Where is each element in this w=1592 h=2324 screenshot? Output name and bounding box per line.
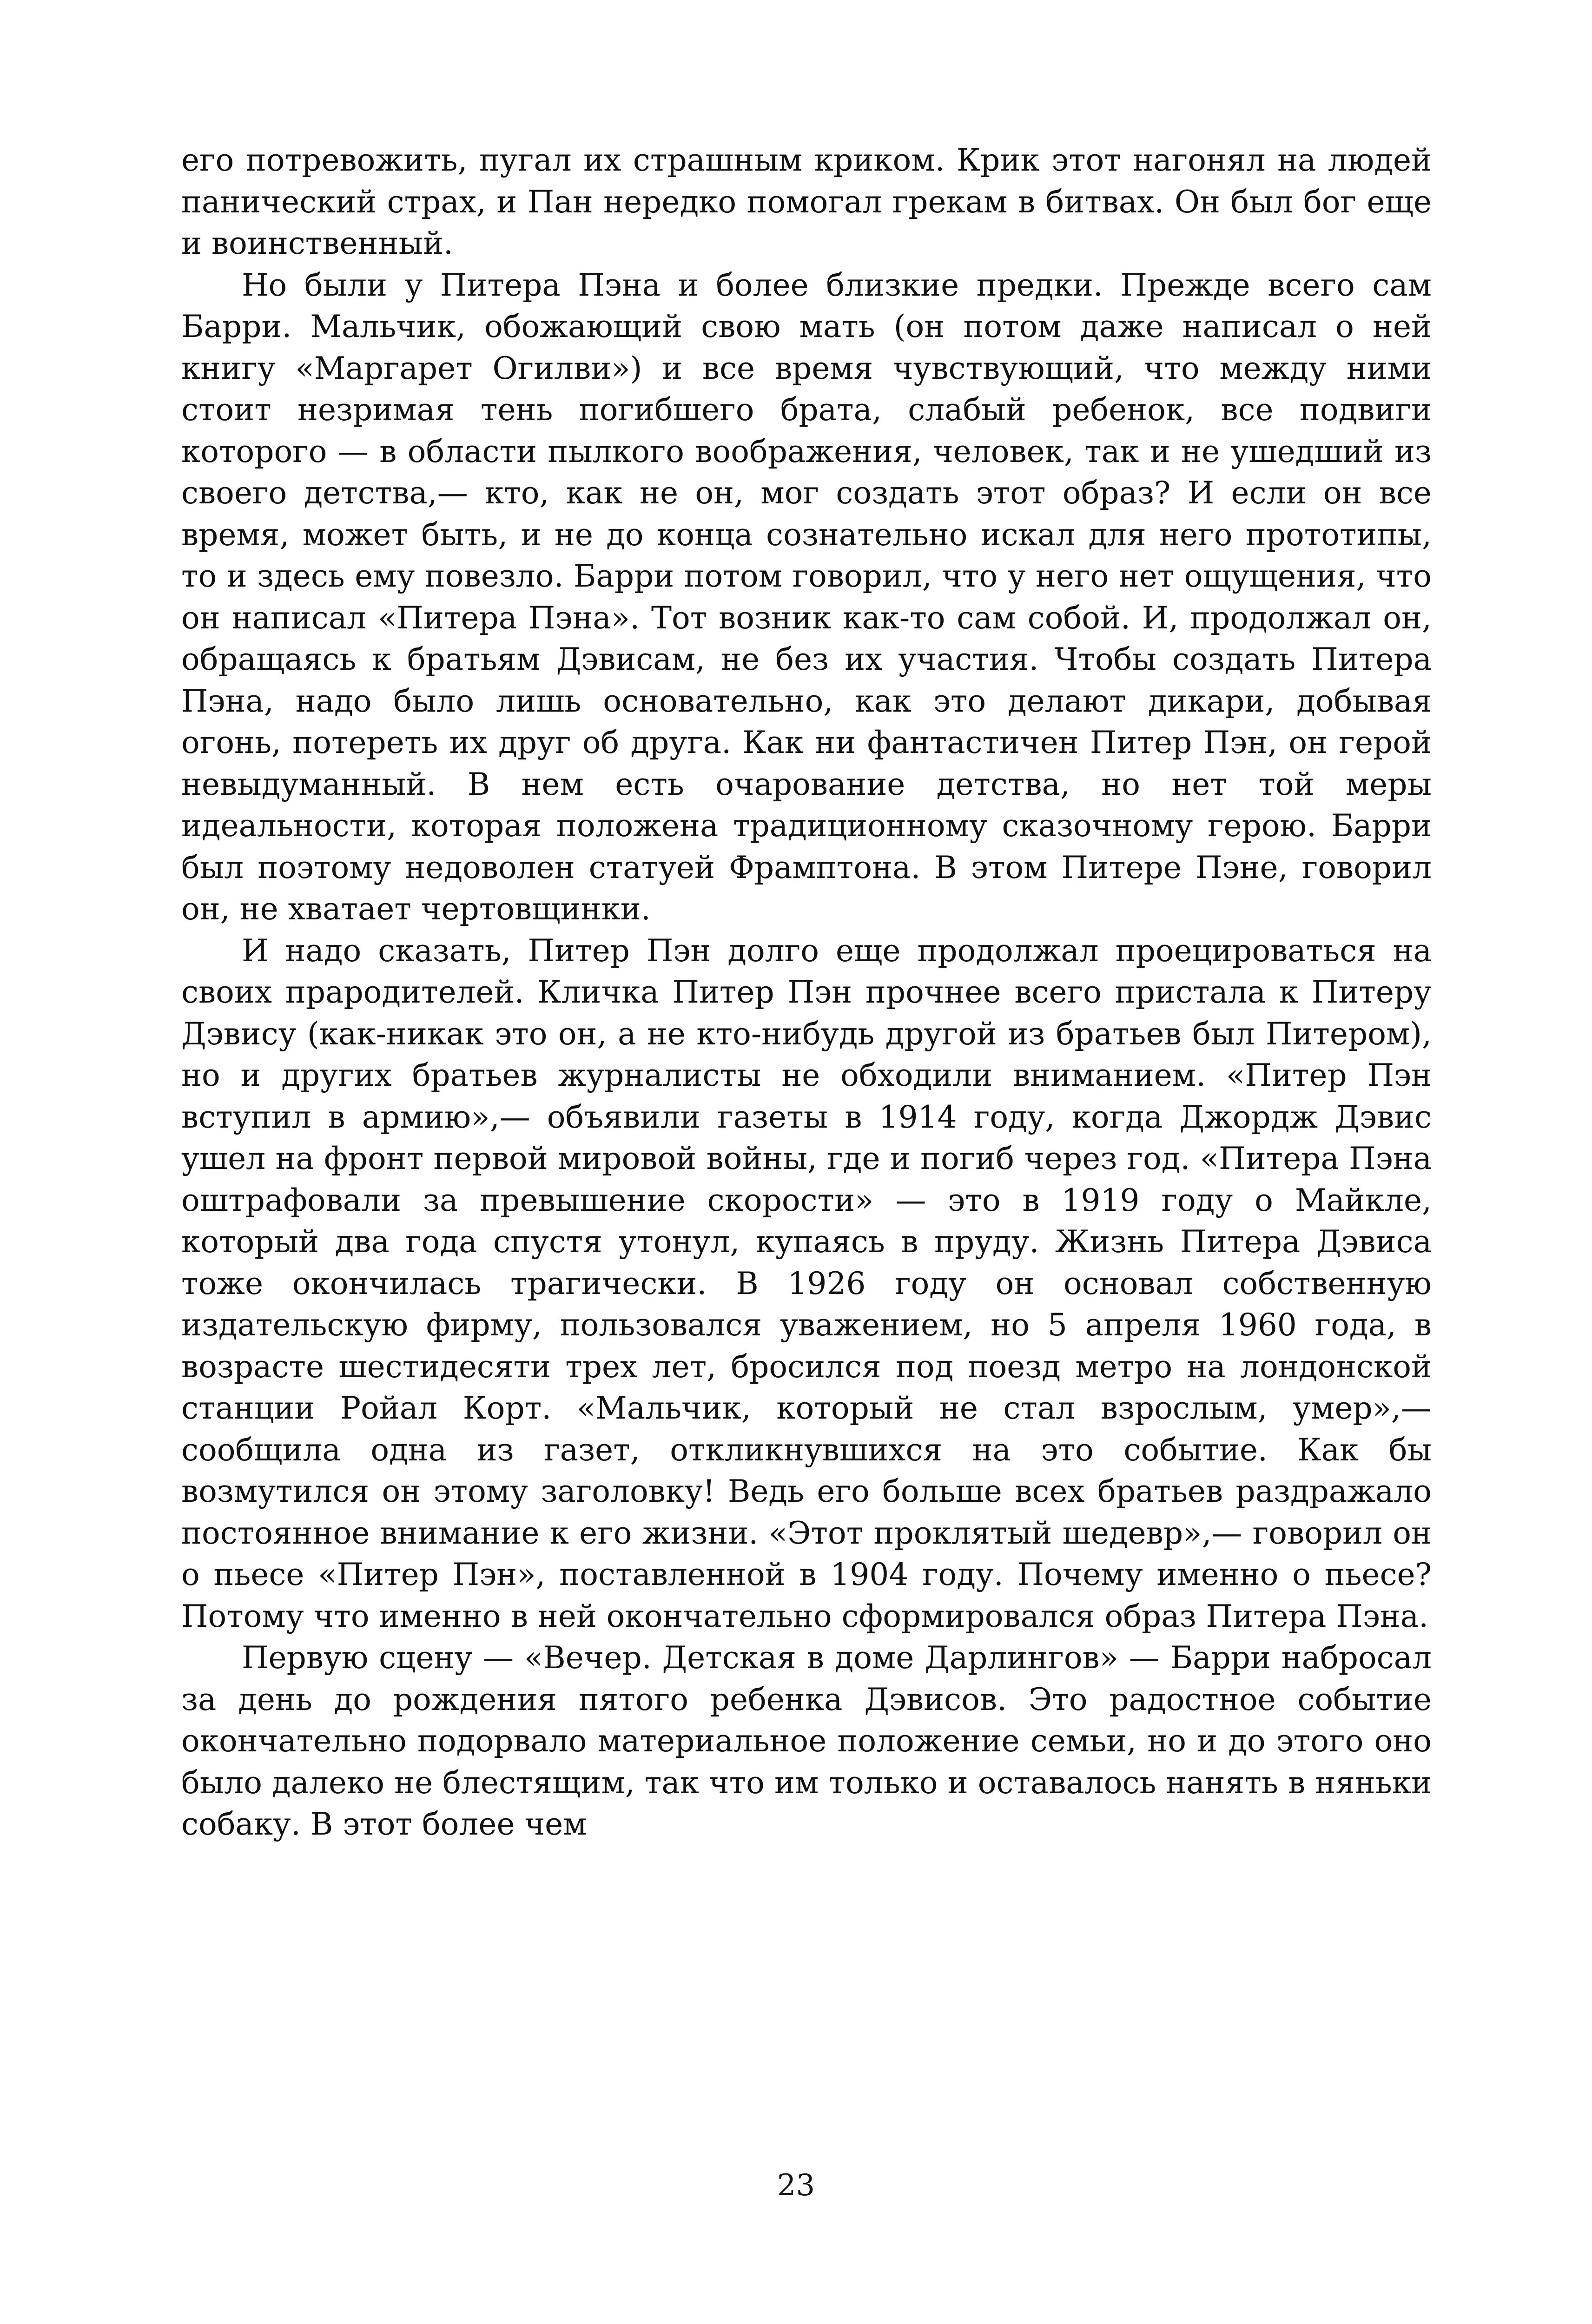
paragraph-2: Но были у Питера Пэна и более близкие предки. Прежде всего сам Барри. Мальчик, обожающий свою мать (он потом даже написал о ней книгу «Маргарет Огилви») и все время чувствующий, что между ними стоит незримая тень погибшего брата, слабый ребенок, все подвиги которого — в области пылкого воображения, человек, так и не ушедший из своего детства,— кто, как не он, мог создать этот образ? И если он все время, может быть, и не до конца сознательно искал для него прототипы, то и здесь ему повезло. Барри потом говорил, что у него нет ощущения, что он написал «Питера Пэна». Тот возник как-то сам собой. И, продолжал он, обращаясь к братьям Дэвисам, не без их участия. Чтобы создать Питера Пэна, надо было лишь основательно, как это делают дикари, добывая огонь, потереть их друг об друга. Как ни фантастичен Питер Пэн, он герой невыдуманный. В нем есть очарование детства, но нет той меры идеальности, которая положена традиционному сказочному герою. Барри был поэтому недоволен статуей Фрамптона. В этом Питере Пэне, говорил он, не хватает чертовщинки.: [181, 267, 1432, 927]
page-text: [181, 139, 1432, 1845]
paragraph-3: И надо сказать, Питер Пэн долго еще продолжал проецироваться на своих прародителей. Кличка Питер Пэн прочнее всего пристала к Питеру Дэвису (как-никак это он, а не кто-нибудь другой из братьев был Питером), но и других братьев журналисты не обходили вниманием. «Питер Пэн вступил в армию»,— объявили газеты в 1914 году, когда Джордж Дэвис ушел на фронт первой мировой войны, где и погиб через год. «Питера Пэна оштрафовали за превышение скорости» — это в 1919 году о Майкле, который два года спустя утонул, купаясь в пруду. Жизнь Питера Дэвиса тоже окончилась трагически. В 1926 году он основал собственную издательскую фирму, пользовался уважением, но 5 апреля 1960 года, в возрасте шестидесяти трех лет, бросился под поезд метро на лондонской станции Ройал Корт. «Мальчик, который не стал взрослым, умер»,— сообщила одна из газет, откликнувшихся на это событие. Как бы возмутился он этому заголовку! Ведь его больше всех братьев раздражало постоянное внимание к его жизни. «Этот проклятый шедевр»,— говорил он о пьесе «Питер Пэн», поставленной в 1904 году. Почему именно о пьесе? Потому что именно в ней окончательно сформировался образ Питера Пэна.: [181, 932, 1432, 1634]
page-number: 23: [777, 2168, 815, 2203]
paragraph-4: Первую сцену — «Вечер. Детская в доме Дарлингов» — Барри набросал за день до рождения пятого ребенка Дэвисов. Это радостное событие окончательно подорвало материальное положение семьи, но и до этого оно было далеко не блестящим, так что им только и оставалось нанять в няньки собаку. В этот более чем: [181, 1640, 1432, 1842]
paragraph-1: его потревожить, пугал их страшным криком. Крик этот нагонял на людей панический страх, и Пан нередко помогал грекам в битвах. Он был бог еще и воинственный.: [181, 142, 1432, 261]
